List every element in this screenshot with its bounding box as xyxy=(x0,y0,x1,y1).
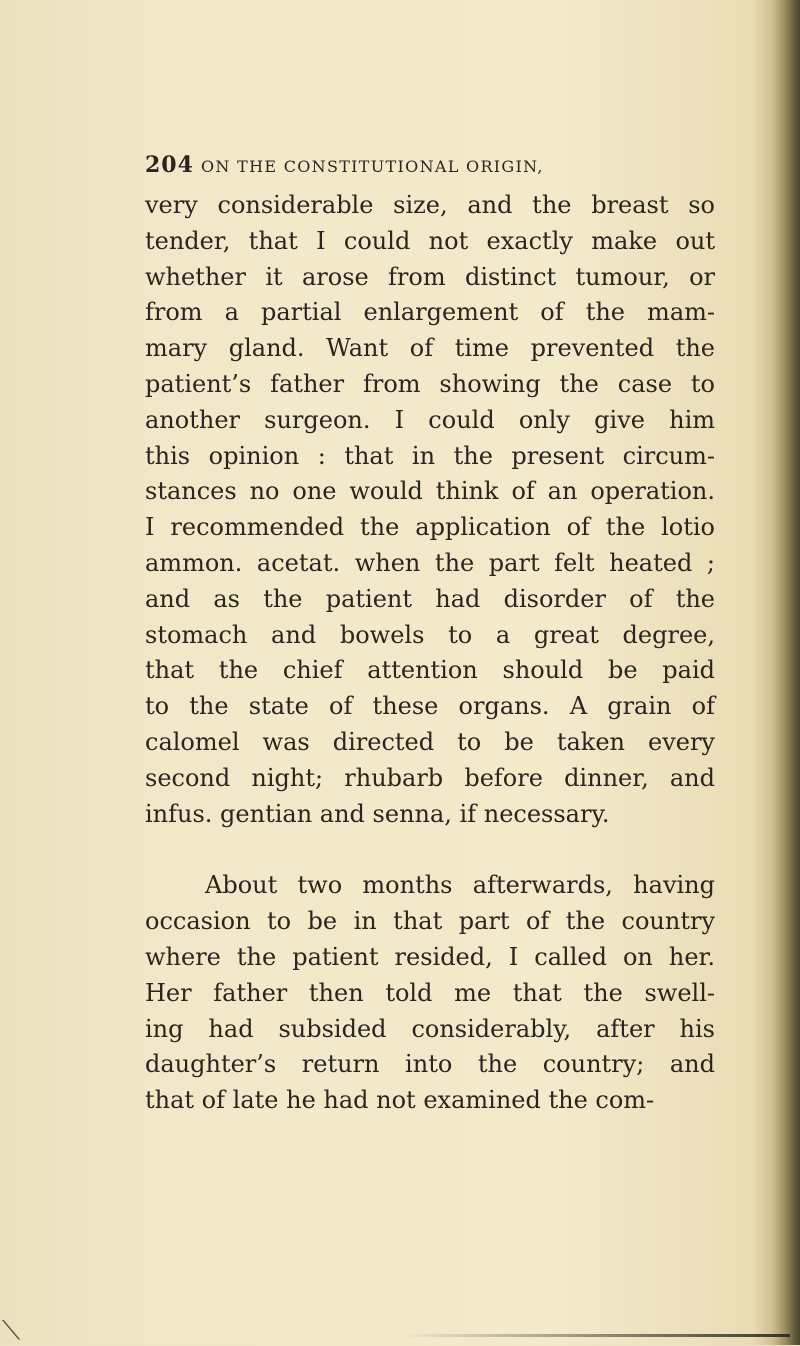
text-line: where the patient resided, I called on her. xyxy=(145,942,715,971)
text-line: this opinion : that in the present circum- xyxy=(145,441,715,470)
text-line: stomach and bowels to a great degree, xyxy=(145,620,715,649)
text-line: second night; rhubarb before dinner, and xyxy=(145,763,715,792)
running-head: ON THE CONSTITUTIONAL ORIGIN, xyxy=(201,157,544,176)
page-edge-shadow xyxy=(772,0,800,1345)
paragraph-gap xyxy=(145,832,715,868)
text-line: Her father then told me that the swell- xyxy=(145,978,715,1007)
text-line: to the state of these organs. A grain of xyxy=(145,692,715,721)
text-line: from a partial enlargement of the mam- xyxy=(145,298,715,327)
text-line: stances no one would think of an operation. xyxy=(145,477,715,506)
text-line: ing had subsided considerably, after his xyxy=(145,1014,715,1043)
text-line: ammon. acetat. when the part felt heated ; xyxy=(145,548,715,577)
text-line: daughter’s return into the country; and xyxy=(145,1050,715,1079)
corner-mark-icon: ⟍ xyxy=(2,1316,21,1346)
text-line: that of late he had not examined the com- xyxy=(145,1086,655,1115)
text-line: patient’s father from showing the case to xyxy=(145,369,715,398)
paragraph-1 xyxy=(145,188,715,832)
page-header xyxy=(145,152,685,178)
page-bottom-edge xyxy=(400,1334,790,1337)
text-line: occasion to be in that part of the country xyxy=(145,907,715,936)
page-number: 204 xyxy=(145,152,194,178)
paragraph-2 xyxy=(145,868,715,1119)
text-line: very considerable size, and the breast so xyxy=(145,191,715,219)
text-line: tender, that I could not exactly make out xyxy=(145,226,715,255)
text-line: whether it arose from distinct tumour, or xyxy=(145,262,715,291)
text-line: calomel was directed to be taken every xyxy=(145,727,715,756)
text-line: mary gland. Want of time prevented the xyxy=(145,334,715,363)
text-line: and as the patient had disorder of the xyxy=(145,584,715,613)
text-line: I recommended the application of the lotio xyxy=(145,513,715,542)
body-text xyxy=(145,188,715,1119)
text-line: another surgeon. I could only give him xyxy=(145,405,715,434)
text-line: that the chief attention should be paid xyxy=(145,656,715,685)
text-line: infus. gentian and senna, if necessary. xyxy=(145,799,610,828)
text-line: About two months afterwards, having xyxy=(205,871,715,900)
